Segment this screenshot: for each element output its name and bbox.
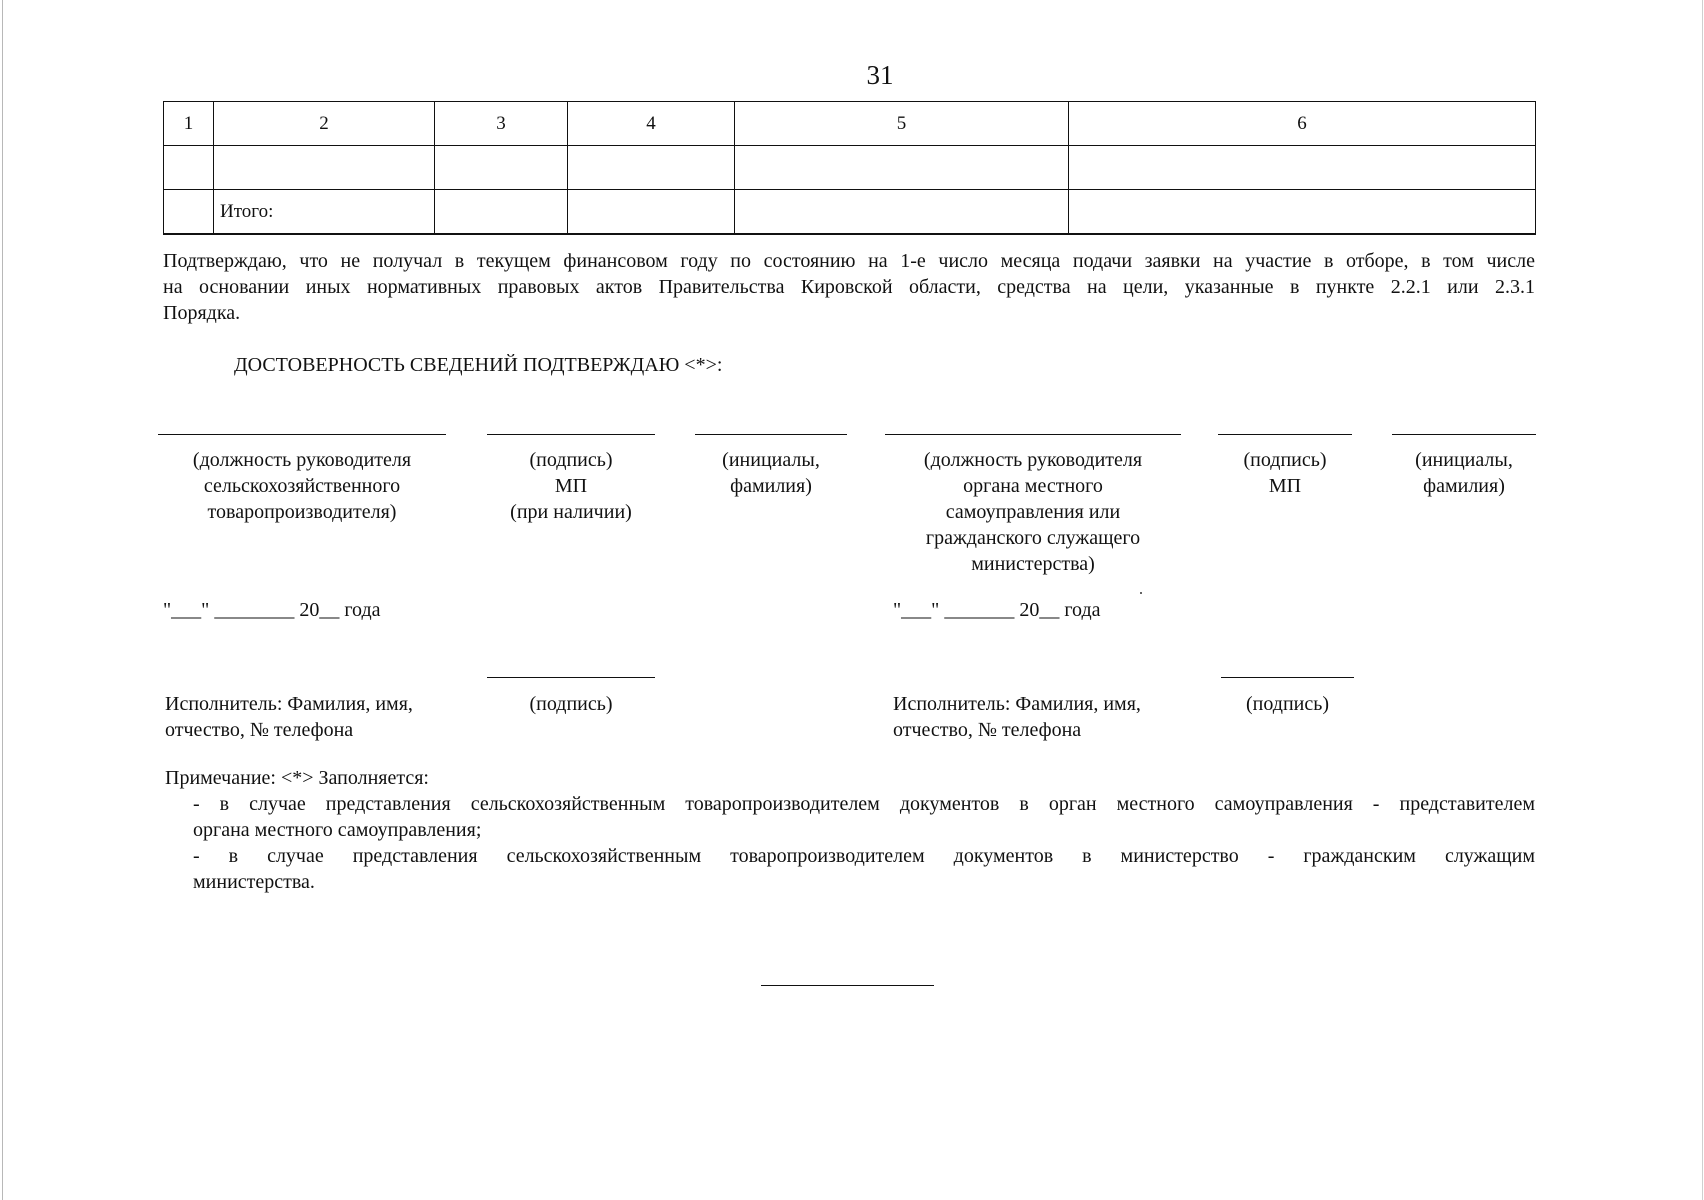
executor-label-left: Исполнитель: Фамилия, имя, отчество, № телефона bbox=[165, 693, 413, 741]
initials-label-right: (инициалы, фамилия) bbox=[1415, 449, 1513, 497]
scan-speck bbox=[1140, 592, 1142, 594]
signature-label-right: (подпись) МП bbox=[1243, 449, 1327, 497]
initials-line-right bbox=[1392, 434, 1536, 435]
table-cell bbox=[435, 146, 568, 190]
table-total-label: Итого: bbox=[214, 190, 435, 235]
executor-signature-label-right: (подпись) bbox=[1245, 693, 1330, 715]
initials-line-left bbox=[695, 434, 847, 435]
note-line: - в случае представления сельскохозяйственным товаропроизводителем документов в орган местного самоуправления - представителем bbox=[193, 793, 1535, 815]
table-cell bbox=[735, 146, 1069, 190]
table-header-cell: 5 bbox=[735, 102, 1069, 146]
confirmation-paragraph bbox=[163, 248, 1535, 326]
note-title: Примечание: <*> Заполняется: bbox=[165, 767, 429, 789]
page-number: 31 bbox=[866, 60, 894, 90]
position-line-right bbox=[885, 434, 1181, 435]
table-header-cell: 6 bbox=[1069, 102, 1536, 146]
note-line: - в случае представления сельскохозяйственным товаропроизводителем документов в министерство - гражданским служащим bbox=[193, 845, 1535, 867]
table-cell bbox=[1069, 146, 1536, 190]
table-header-row bbox=[164, 102, 1536, 146]
signature-line-right bbox=[1218, 434, 1352, 435]
position-label-left: (должность руководителя сельскохозяйственного товаропроизводителя) bbox=[192, 449, 412, 523]
end-separator-line bbox=[761, 985, 934, 986]
executor-signature-line-left bbox=[487, 677, 655, 678]
signature-label-left: (подпись) МП (при наличии) bbox=[510, 449, 632, 523]
table-cell bbox=[435, 190, 568, 235]
signature-line-left bbox=[487, 434, 655, 435]
position-line-left bbox=[158, 434, 446, 435]
note-line: министерства. bbox=[193, 871, 315, 893]
table-cell bbox=[214, 146, 435, 190]
certify-heading: ДОСТОВЕРНОСТЬ СВЕДЕНИЙ ПОДТВЕРЖДАЮ <*>: bbox=[234, 354, 723, 376]
page-left-edge bbox=[2, 0, 3, 1200]
executor-label-right: Исполнитель: Фамилия, имя, отчество, № телефона bbox=[893, 693, 1141, 741]
table-cell bbox=[568, 146, 735, 190]
table-cell bbox=[1069, 190, 1536, 235]
table-header-cell: 3 bbox=[435, 102, 568, 146]
note-line: органа местного самоуправления; bbox=[193, 819, 482, 841]
confirmation-line: Порядка. bbox=[163, 302, 241, 324]
summary-table bbox=[163, 101, 1536, 235]
table-cell bbox=[568, 190, 735, 235]
table-header-cell: 1 bbox=[164, 102, 214, 146]
note-item-municipal bbox=[193, 791, 1535, 843]
date-field-right: "___" _______ 20__ года bbox=[893, 599, 1101, 621]
table-total-row bbox=[164, 190, 1536, 235]
initials-label-left: (инициалы, фамилия) bbox=[722, 449, 820, 497]
note-item-ministry bbox=[193, 843, 1535, 895]
table-header-cell: 4 bbox=[568, 102, 735, 146]
date-field-left: "___" ________ 20__ года bbox=[163, 599, 381, 621]
executor-signature-label-left: (подпись) bbox=[529, 693, 613, 715]
confirmation-line: Подтверждаю, что не получал в текущем финансовом году по состоянию на 1-е число месяца подачи заявки на участие в отборе, в том числе bbox=[163, 250, 1535, 272]
page-right-edge bbox=[1702, 0, 1703, 1200]
table-header-cell: 2 bbox=[214, 102, 435, 146]
table-cell bbox=[164, 146, 214, 190]
executor-signature-line-right bbox=[1221, 677, 1354, 678]
table-cell bbox=[735, 190, 1069, 235]
confirmation-line: на основании иных нормативных правовых актов Правительства Кировской области, средства на цели, указанные в пункте 2.2.1 или 2.3.1 bbox=[163, 276, 1535, 298]
table-row bbox=[164, 146, 1536, 190]
table-cell bbox=[164, 190, 214, 235]
position-label-right: (должность руководителя органа местного самоуправления или гражданского служащего министерства) bbox=[923, 449, 1143, 575]
